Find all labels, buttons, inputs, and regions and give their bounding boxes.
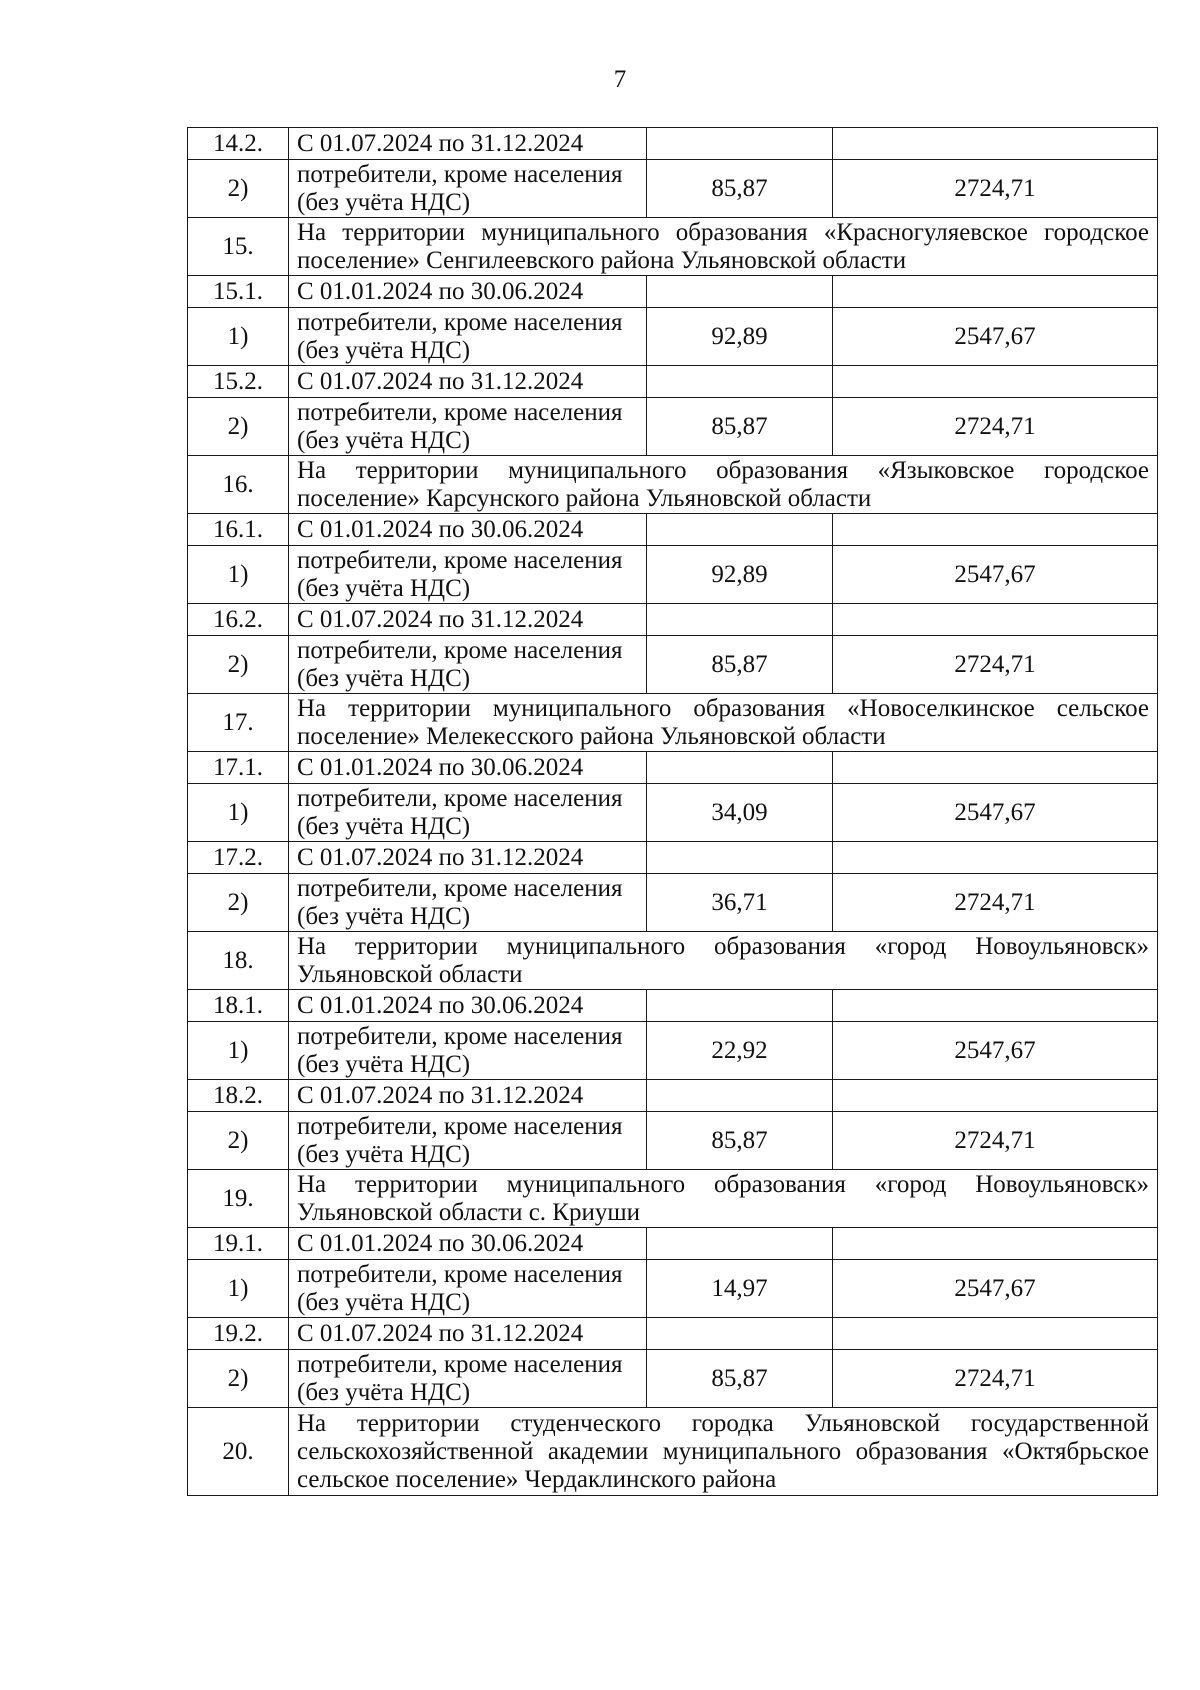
row-number: 2)	[188, 1112, 289, 1170]
empty-cell	[833, 128, 1158, 160]
row-number: 15.1.	[188, 276, 289, 308]
empty-cell	[647, 1080, 833, 1112]
period-text: С 01.07.2024 по 31.12.2024	[289, 842, 647, 874]
row-number: 1)	[188, 1260, 289, 1318]
row-number: 18.	[188, 932, 289, 990]
tariff-value: 2547,67	[833, 1022, 1158, 1080]
consumer-text: потребители, кроме населения (без учёта НДС)	[289, 1112, 647, 1170]
row-number: 2)	[188, 160, 289, 218]
period-row	[188, 1080, 1158, 1112]
consumer-text: потребители, кроме населения (без учёта НДС)	[289, 1260, 647, 1318]
tariff-value: 2547,67	[833, 784, 1158, 842]
rate-value: 36,71	[647, 874, 833, 932]
row-number: 16.	[188, 456, 289, 514]
rate-value: 92,89	[647, 546, 833, 604]
territory-text: На территории муниципального образования «Новоселкинское сельское поселение» Мелекесского района Ульяновской области	[289, 694, 1158, 752]
tariff-value: 2547,67	[833, 546, 1158, 604]
consumer-row	[188, 308, 1158, 366]
row-number: 2)	[188, 398, 289, 456]
consumer-row	[188, 1260, 1158, 1318]
period-text: С 01.07.2024 по 31.12.2024	[289, 1318, 647, 1350]
rate-value: 85,87	[647, 398, 833, 456]
period-text: С 01.07.2024 по 31.12.2024	[289, 128, 647, 160]
period-row	[188, 752, 1158, 784]
consumer-text: потребители, кроме населения (без учёта НДС)	[289, 1022, 647, 1080]
consumer-row	[188, 1112, 1158, 1170]
consumer-row	[188, 546, 1158, 604]
territory-row	[188, 1170, 1158, 1228]
period-text: С 01.01.2024 по 30.06.2024	[289, 1228, 647, 1260]
period-text: С 01.01.2024 по 30.06.2024	[289, 514, 647, 546]
empty-cell	[833, 990, 1158, 1022]
rate-value: 92,89	[647, 308, 833, 366]
empty-cell	[647, 276, 833, 308]
period-text: С 01.07.2024 по 31.12.2024	[289, 604, 647, 636]
period-row	[188, 990, 1158, 1022]
empty-cell	[833, 366, 1158, 398]
empty-cell	[647, 1318, 833, 1350]
period-row	[188, 1228, 1158, 1260]
empty-cell	[833, 1228, 1158, 1260]
rate-value: 22,92	[647, 1022, 833, 1080]
row-number: 1)	[188, 1022, 289, 1080]
row-number: 16.2.	[188, 604, 289, 636]
empty-cell	[833, 604, 1158, 636]
rate-value: 85,87	[647, 1350, 833, 1408]
row-number: 19.2.	[188, 1318, 289, 1350]
period-row	[188, 842, 1158, 874]
tariff-table	[187, 127, 1158, 1496]
territory-row	[188, 932, 1158, 990]
period-row	[188, 276, 1158, 308]
tariff-value: 2724,71	[833, 1112, 1158, 1170]
empty-cell	[833, 752, 1158, 784]
consumer-text: потребители, кроме населения (без учёта НДС)	[289, 1350, 647, 1408]
row-number: 14.2.	[188, 128, 289, 160]
consumer-text: потребители, кроме населения (без учёта НДС)	[289, 784, 647, 842]
consumer-row	[188, 1022, 1158, 1080]
row-number: 1)	[188, 308, 289, 366]
empty-cell	[647, 514, 833, 546]
row-number: 2)	[188, 636, 289, 694]
row-number: 1)	[188, 784, 289, 842]
consumer-row	[188, 160, 1158, 218]
row-number: 1)	[188, 546, 289, 604]
empty-cell	[647, 604, 833, 636]
territory-text: На территории муниципального образования «город Новоульяновск» Ульяновской области с. Криуши	[289, 1170, 1158, 1228]
territory-row	[188, 218, 1158, 276]
period-row	[188, 514, 1158, 546]
tariff-value: 2547,67	[833, 1260, 1158, 1318]
tariff-value: 2724,71	[833, 160, 1158, 218]
consumer-row	[188, 398, 1158, 456]
period-row	[188, 604, 1158, 636]
empty-cell	[833, 1080, 1158, 1112]
row-number: 17.	[188, 694, 289, 752]
territory-row	[188, 694, 1158, 752]
tariff-value: 2724,71	[833, 398, 1158, 456]
row-number: 19.	[188, 1170, 289, 1228]
period-row	[188, 1318, 1158, 1350]
row-number: 15.2.	[188, 366, 289, 398]
territory-text: На территории студенческого городка Ульяновской государственной сельскохозяйственной академии муниципального образования «Октябрьское сельское поселение» Чердаклинского района	[289, 1408, 1158, 1496]
rate-value: 85,87	[647, 636, 833, 694]
period-text: С 01.01.2024 по 30.06.2024	[289, 752, 647, 784]
period-text: С 01.07.2024 по 31.12.2024	[289, 1080, 647, 1112]
empty-cell	[647, 1228, 833, 1260]
consumer-row	[188, 636, 1158, 694]
rate-value: 85,87	[647, 1112, 833, 1170]
territory-text: На территории муниципального образования «Красногуляевское городское поселение» Сенгилеевского района Ульяновской области	[289, 218, 1158, 276]
period-text: С 01.07.2024 по 31.12.2024	[289, 366, 647, 398]
row-number: 17.1.	[188, 752, 289, 784]
period-text: С 01.01.2024 по 30.06.2024	[289, 990, 647, 1022]
rate-value: 34,09	[647, 784, 833, 842]
empty-cell	[833, 1318, 1158, 1350]
consumer-text: потребители, кроме населения (без учёта НДС)	[289, 546, 647, 604]
consumer-text: потребители, кроме населения (без учёта НДС)	[289, 874, 647, 932]
row-number: 2)	[188, 874, 289, 932]
row-number: 17.2.	[188, 842, 289, 874]
tariff-value: 2724,71	[833, 636, 1158, 694]
rate-value: 85,87	[647, 160, 833, 218]
consumer-text: потребители, кроме населения (без учёта НДС)	[289, 308, 647, 366]
consumer-text: потребители, кроме населения (без учёта НДС)	[289, 398, 647, 456]
empty-cell	[647, 366, 833, 398]
consumer-row	[188, 874, 1158, 932]
tariff-value: 2724,71	[833, 874, 1158, 932]
territory-row	[188, 456, 1158, 514]
territory-row	[188, 1408, 1158, 1496]
empty-cell	[833, 276, 1158, 308]
period-row	[188, 128, 1158, 160]
page-number: 7	[613, 66, 627, 93]
empty-cell	[833, 514, 1158, 546]
consumer-text: потребители, кроме населения (без учёта НДС)	[289, 636, 647, 694]
row-number: 2)	[188, 1350, 289, 1408]
row-number: 15.	[188, 218, 289, 276]
tariff-value: 2547,67	[833, 308, 1158, 366]
empty-cell	[647, 128, 833, 160]
consumer-text: потребители, кроме населения (без учёта НДС)	[289, 160, 647, 218]
empty-cell	[647, 842, 833, 874]
row-number: 16.1.	[188, 514, 289, 546]
empty-cell	[647, 990, 833, 1022]
territory-text: На территории муниципального образования «Языковское городское поселение» Карсунского района Ульяновской области	[289, 456, 1158, 514]
consumer-row	[188, 784, 1158, 842]
period-row	[188, 366, 1158, 398]
tariff-table-body	[188, 128, 1158, 1496]
empty-cell	[647, 752, 833, 784]
rate-value: 14,97	[647, 1260, 833, 1318]
row-number: 18.2.	[188, 1080, 289, 1112]
row-number: 20.	[188, 1408, 289, 1496]
empty-cell	[833, 842, 1158, 874]
period-text: С 01.01.2024 по 30.06.2024	[289, 276, 647, 308]
territory-text: На территории муниципального образования «город Новоульяновск» Ульяновской области	[289, 932, 1158, 990]
row-number: 19.1.	[188, 1228, 289, 1260]
row-number: 18.1.	[188, 990, 289, 1022]
consumer-row	[188, 1350, 1158, 1408]
tariff-value: 2724,71	[833, 1350, 1158, 1408]
